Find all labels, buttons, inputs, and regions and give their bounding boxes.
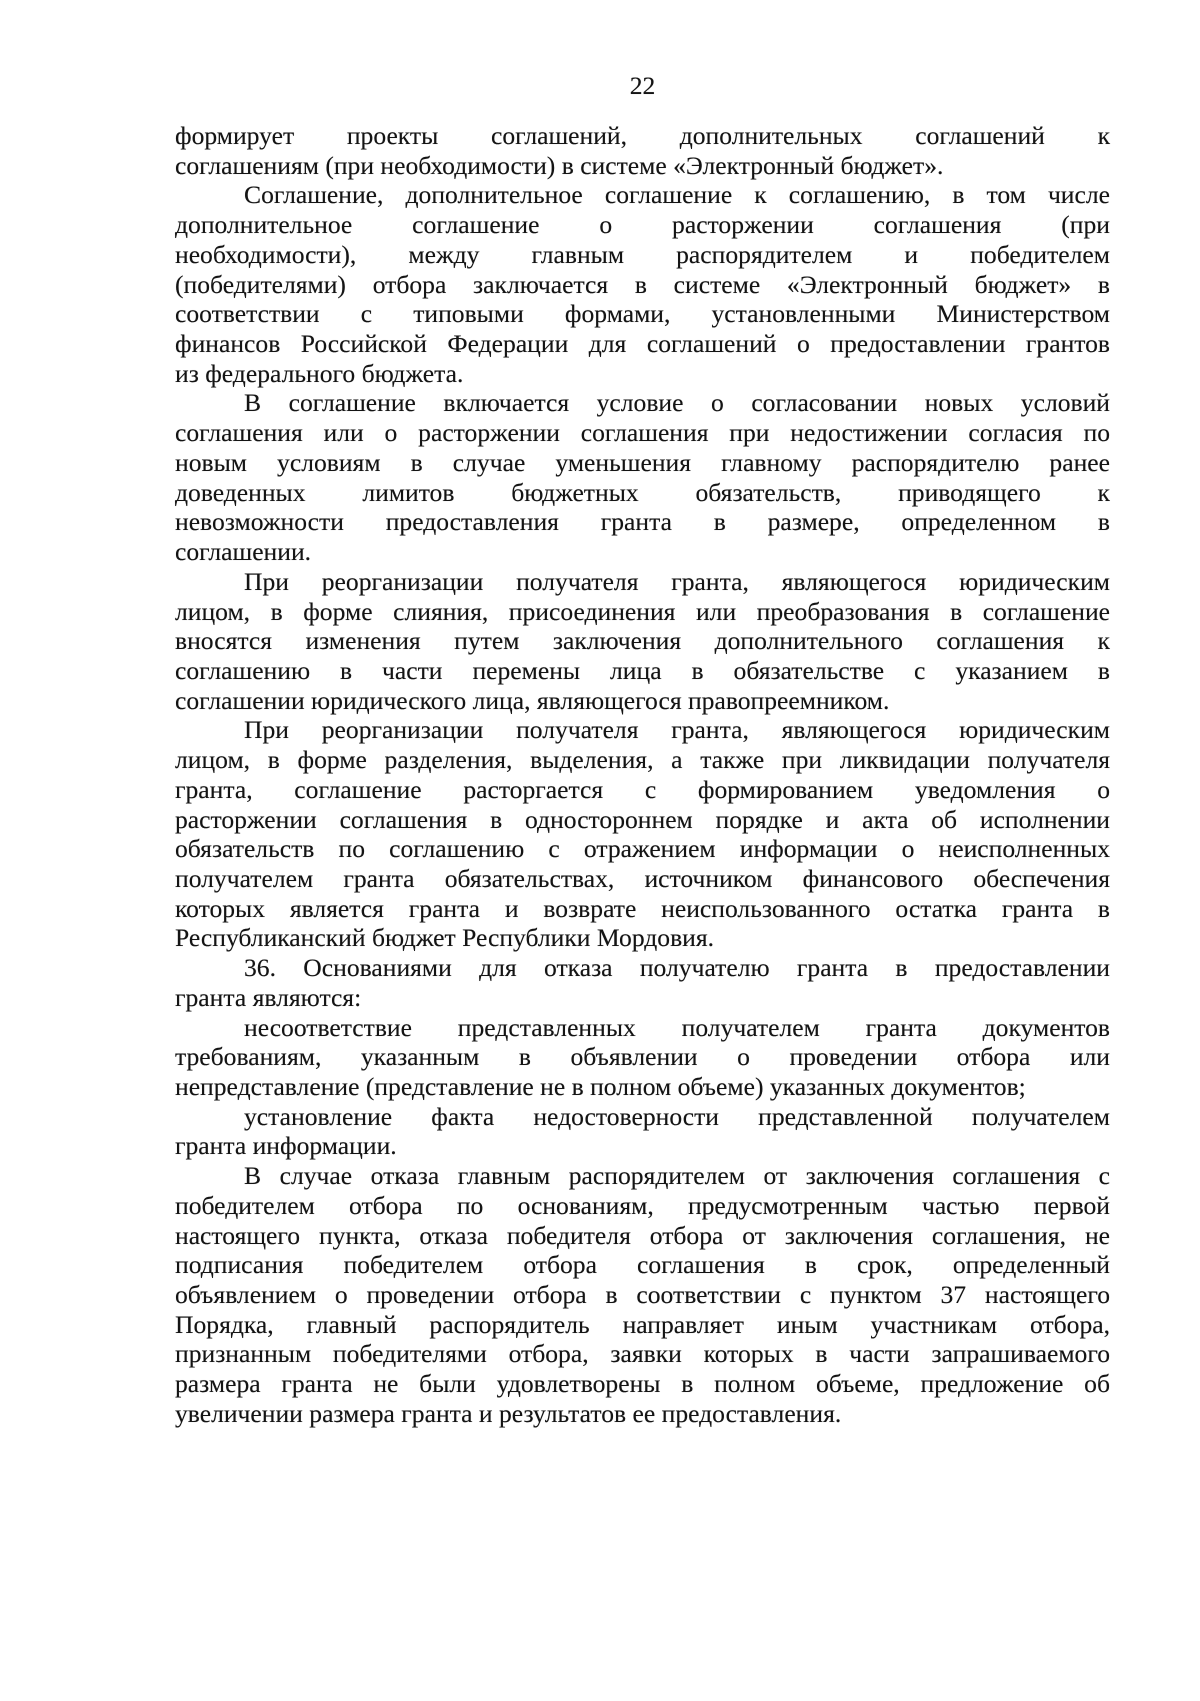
text-line: В случае отказа главным распорядителем от заключения соглашения с: [244, 1161, 1110, 1191]
paragraph: [175, 567, 1110, 716]
text-line: расторжении соглашения в одностороннем порядке и акта об исполнении: [175, 804, 1110, 834]
text-line: дополнительное соглашение о расторжении соглашения (при: [175, 210, 1110, 240]
text-line: требованиям, указанным в объявлении о проведении отбора или: [175, 1042, 1110, 1072]
paragraph: [175, 1013, 1110, 1102]
text-line: победителем отбора по основаниям, предусмотренным частью первой: [175, 1190, 1110, 1220]
text-line: установление факта недостоверности представленной получателем: [244, 1101, 1110, 1131]
text-line: новым условиям в случае уменьшения главному распорядителю ранее: [175, 447, 1110, 477]
text-line: соответствии с типовыми формами, установленными Министерством: [175, 299, 1110, 329]
page-number: 22: [629, 71, 656, 100]
text-line: В соглашение включается условие о согласовании новых условий: [244, 388, 1110, 418]
text-line: формирует проекты соглашений, дополнительных соглашений к: [175, 121, 1110, 150]
text-line: Порядка, главный распорядитель направляет иным участникам отбора,: [175, 1309, 1110, 1339]
text-line: размера гранта не были удовлетворены в полном объеме, предложение об: [175, 1369, 1110, 1399]
paragraph: [175, 121, 1110, 180]
text-line: из федерального бюджета.: [175, 358, 464, 388]
text-line: гранта информации.: [175, 1131, 397, 1161]
text-line: обязательств по соглашению с отражением информации о неисполненных: [175, 834, 1110, 864]
paragraph: [175, 180, 1110, 388]
text-line: При реорганизации получателя гранта, являющегося юридическим: [244, 566, 1110, 596]
text-line: гранта, соглашение расторгается с формированием уведомления о: [175, 774, 1110, 804]
text-line: невозможности предоставления гранта в размере, определенном в: [175, 507, 1110, 537]
paragraph: [175, 953, 1110, 1012]
text-line: соглашении.: [175, 537, 312, 567]
text-line: 36. Основаниями для отказа получателю гранта в предоставлении: [244, 953, 1110, 983]
text-line: признанным победителями отбора, заявки которых в части запрашиваемого: [175, 1339, 1110, 1369]
text-line: увеличении размера гранта и результатов ее предоставления.: [175, 1398, 842, 1428]
text-line: гранта являются:: [175, 982, 362, 1012]
text-line: Соглашение, дополнительное соглашение к соглашению, в том числе: [244, 180, 1110, 210]
paragraph: [175, 715, 1110, 953]
text-line: несоответствие представленных получателем гранта документов: [244, 1012, 1110, 1042]
text-line: подписания победителем отбора соглашения в срок, определенный: [175, 1250, 1110, 1280]
text-line: которых является гранта и возврате неиспользованного остатка гранта в: [175, 893, 1110, 923]
document-body: [175, 121, 1110, 1429]
text-line: финансов Российской Федерации для соглашений о предоставлении грантов: [175, 329, 1110, 359]
paragraph: [175, 1102, 1110, 1161]
text-line: непредставление (представление не в полном объеме) указанных документов;: [175, 1072, 1026, 1101]
text-line: доведенных лимитов бюджетных обязательств, приводящего к: [175, 477, 1110, 507]
text-line: соглашениям (при необходимости) в системе «Электронный бюджет».: [175, 150, 944, 180]
text-line: вносятся изменения путем заключения дополнительного соглашения к: [175, 626, 1110, 656]
text-line: получателем гранта обязательствах, источником финансового обеспечения: [175, 863, 1110, 893]
text-line: лицом, в форме разделения, выделения, а также при ликвидации получателя: [175, 745, 1110, 775]
text-line: Республиканский бюджет Республики Мордовия.: [175, 923, 715, 953]
text-line: объявлением о проведении отбора в соответствии с пунктом 37 настоящего: [175, 1280, 1110, 1310]
text-line: (победителями) отбора заключается в системе «Электронный бюджет» в: [175, 269, 1110, 299]
text-line: необходимости), между главным распорядителем и победителем: [175, 239, 1110, 269]
paragraph: [175, 388, 1110, 566]
text-line: настоящего пункта, отказа победителя отбора от заключения соглашения, не: [175, 1220, 1110, 1250]
text-line: соглашению в части перемены лица в обязательстве с указанием в: [175, 655, 1110, 685]
text-line: При реорганизации получателя гранта, являющегося юридическим: [244, 715, 1110, 745]
paragraph: [175, 1161, 1110, 1428]
text-line: лицом, в форме слияния, присоединения или преобразования в соглашение: [175, 596, 1110, 626]
text-line: соглашения или о расторжении соглашения при недостижении согласия по: [175, 418, 1110, 448]
text-line: соглашении юридического лица, являющегося правопреемником.: [175, 685, 890, 715]
